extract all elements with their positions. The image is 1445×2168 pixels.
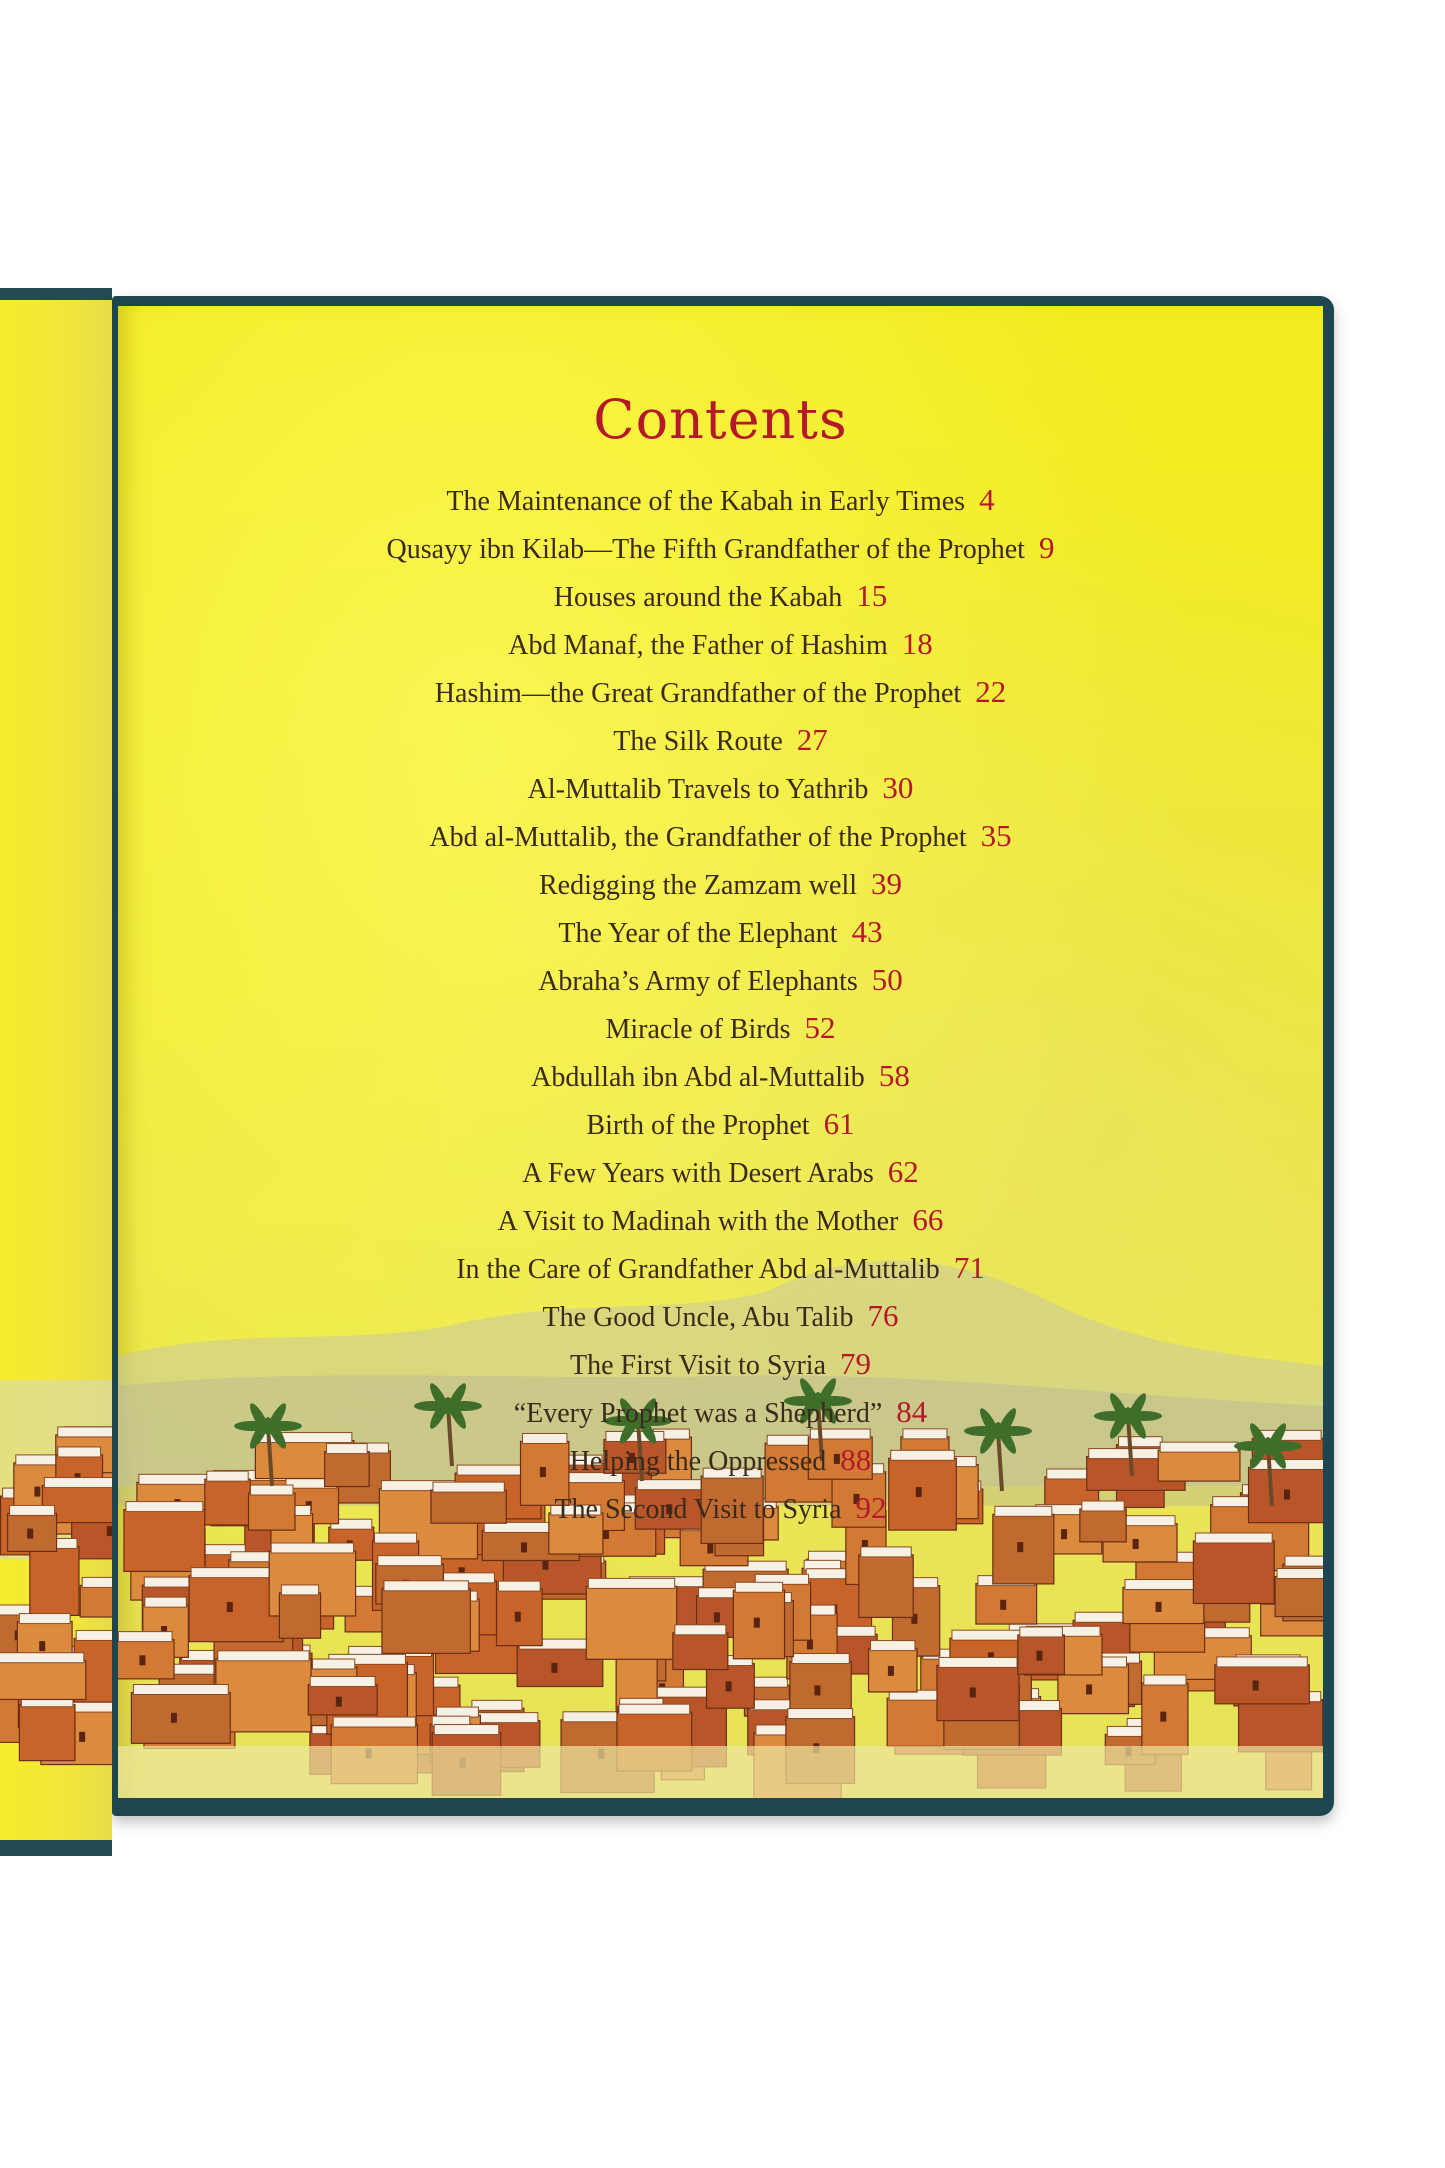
contents-title: Contents [593, 388, 848, 451]
house-roof [792, 1654, 849, 1664]
house-window [27, 1529, 33, 1539]
contents-entry [118, 620, 1323, 668]
house-shape [673, 1633, 728, 1670]
chapter-page-number: 27 [796, 722, 828, 757]
house-roof [434, 1725, 499, 1735]
chapter-title: The Silk Route [613, 726, 783, 757]
chapter-page-number: 88 [840, 1442, 872, 1477]
house-shape [586, 1586, 676, 1659]
chapter-page-number: 9 [1038, 530, 1055, 565]
house-window [1253, 1681, 1259, 1691]
house-roof [191, 1568, 281, 1578]
house-roof [378, 1556, 442, 1566]
house-roof [333, 1717, 415, 1727]
house-roof [0, 1653, 84, 1663]
house-shape [308, 1685, 377, 1715]
contents-entry [118, 524, 1323, 572]
chapter-title: Abraha’s Army of Elephants [538, 966, 858, 997]
chapter-page-number: 4 [979, 482, 995, 517]
chapter-page-number: 52 [804, 1010, 836, 1045]
house-shape [382, 1589, 470, 1654]
chapter-title: A Visit to Madinah with the Mother [497, 1206, 899, 1237]
chapter-page-number: 71 [953, 1250, 985, 1285]
house-shape [1275, 1576, 1323, 1616]
house-window [1017, 1542, 1023, 1552]
chapter-page-number: 22 [975, 674, 1007, 709]
chapter-page-number: 30 [882, 770, 914, 805]
house-shape [0, 1661, 86, 1700]
house-shape [118, 1640, 174, 1679]
chapter-page-number: 84 [896, 1394, 928, 1429]
chapter-page-number: 50 [871, 962, 903, 997]
contents-entry [118, 1148, 1323, 1196]
house-roof [1277, 1568, 1323, 1578]
house-roof [861, 1547, 911, 1557]
chapter-title: The First Visit to Syria [569, 1350, 827, 1381]
chapter-page-number: 92 [855, 1490, 887, 1525]
house-window [807, 1639, 813, 1649]
house-window [34, 1487, 40, 1497]
house-window [754, 1618, 760, 1628]
house-window [521, 1542, 527, 1552]
house-window [1160, 1712, 1166, 1722]
chapter-title: The Year of the Elephant [558, 918, 838, 949]
contents-entry [118, 1484, 1323, 1532]
left-page [0, 300, 112, 1840]
contents-entry [118, 956, 1323, 1004]
house-roof [76, 1630, 112, 1640]
house-roof [313, 1659, 355, 1669]
contents-entry [118, 908, 1323, 956]
contents-entry [118, 668, 1323, 716]
contents-list [118, 476, 1323, 1532]
contents-entry [118, 860, 1323, 908]
contents-entry [118, 1052, 1323, 1100]
house-roof [58, 1427, 112, 1437]
contents-entry [118, 1196, 1323, 1244]
house-roof [384, 1581, 468, 1591]
house-roof [1144, 1675, 1186, 1685]
house-roof [118, 1632, 172, 1642]
house-shape [19, 1705, 75, 1761]
house-window [107, 1526, 112, 1536]
contents-entry [118, 812, 1323, 860]
house-roof [675, 1625, 726, 1635]
contents-entry [118, 1244, 1323, 1292]
house-roof [1125, 1580, 1202, 1590]
house-roof [588, 1578, 674, 1588]
house-roof [82, 1577, 112, 1587]
chapter-title: Miracle of Birds [605, 1014, 791, 1045]
house-roof [310, 1677, 375, 1687]
house-window [79, 1732, 85, 1742]
house-window [1156, 1602, 1162, 1612]
chapter-page-number: 35 [980, 818, 1012, 853]
contents-page [118, 306, 1323, 1798]
house-window [814, 1685, 820, 1695]
chapter-page-number: 62 [887, 1154, 919, 1189]
house-shape [279, 1593, 320, 1638]
chapter-title: Helping the Oppressed [569, 1446, 827, 1477]
contents-entry [118, 764, 1323, 812]
house-roof [699, 1588, 738, 1598]
chapter-title: Abd al-Muttalib, the Grandfather of the Prophet [429, 822, 967, 853]
contents-entry [118, 1436, 1323, 1484]
left-page-illustration [0, 300, 112, 1840]
house-window [726, 1681, 732, 1691]
house-window [707, 1543, 713, 1553]
house-window [336, 1697, 342, 1707]
house-roof [218, 1651, 309, 1661]
house-roof [19, 1614, 70, 1624]
house-roof [619, 1704, 690, 1714]
chapter-title: “Every Prophet was a Shepherd” [513, 1398, 883, 1429]
chapter-title: Al-Muttalib Travels to Yathrib [527, 774, 869, 805]
house-roof [375, 1533, 417, 1543]
house-roof [281, 1585, 318, 1595]
house-roof [1217, 1657, 1307, 1667]
house-window [888, 1666, 894, 1676]
house-roof [1195, 1533, 1272, 1543]
house-shape [1239, 1700, 1323, 1752]
chapter-page-number: 76 [867, 1298, 899, 1333]
chapter-title: Hashim—the Great Grandfather of the Prophet [434, 678, 962, 709]
house-window [139, 1655, 145, 1665]
chapter-page-number: 39 [871, 866, 903, 901]
house-roof [1020, 1627, 1063, 1637]
house-roof [735, 1582, 782, 1592]
chapter-title: Abd Manaf, the Father of Hashim [508, 630, 888, 661]
house-window [551, 1663, 557, 1673]
house-roof [498, 1581, 540, 1591]
house-shape [859, 1555, 913, 1618]
chapter-page-number: 18 [901, 626, 933, 661]
house-roof [271, 1543, 353, 1553]
contents-entry [118, 1340, 1323, 1388]
house-roof [58, 1447, 101, 1457]
contents-entry [118, 1388, 1323, 1436]
chapter-title: The Second Visit to Syria [554, 1494, 842, 1525]
chapter-title: Abdullah ibn Abd al-Muttalib [531, 1062, 865, 1093]
chapter-page-number: 15 [856, 578, 888, 613]
house-shape [1193, 1541, 1274, 1604]
chapter-title: A Few Years with Desert Arabs [522, 1158, 874, 1189]
house-window [1000, 1600, 1006, 1610]
house-shape [30, 1546, 79, 1615]
house-shape [976, 1584, 1037, 1624]
house-window [1086, 1684, 1092, 1694]
chapter-page-number: 66 [912, 1202, 944, 1237]
chapter-title: The Good Uncle, Abu Talib [542, 1302, 854, 1333]
chapter-page-number: 43 [851, 914, 883, 949]
contents-entry [118, 572, 1323, 620]
contents-entry [118, 1100, 1323, 1148]
house-window [227, 1602, 233, 1612]
contents-entry [118, 1004, 1323, 1052]
chapter-title: Qusayy ibn Kilab—The Fifth Grandfather of the Prophet [386, 534, 1025, 565]
house-window [542, 1560, 548, 1570]
house-window [39, 1641, 45, 1651]
house-roof [472, 1700, 522, 1710]
house-shape [80, 1585, 112, 1617]
contents-entry [118, 1292, 1323, 1340]
contents-entry [118, 476, 1323, 524]
chapter-title: The Maintenance of the Kabah in Early Times [446, 486, 966, 517]
chapter-page-number: 58 [878, 1058, 910, 1093]
house-window [1133, 1539, 1139, 1549]
house-window [1036, 1651, 1042, 1661]
house-roof [437, 1707, 479, 1717]
house-roof [808, 1551, 849, 1561]
house-window [714, 1612, 720, 1622]
house-roof [939, 1657, 1017, 1667]
house-window [171, 1713, 177, 1723]
house-shape [937, 1665, 1019, 1720]
house-roof [871, 1641, 915, 1651]
chapter-page-number: 61 [823, 1106, 855, 1141]
chapter-title: Birth of the Prophet [586, 1110, 810, 1141]
house-roof [231, 1552, 274, 1562]
house-roof [788, 1709, 853, 1719]
house-shape [1123, 1588, 1204, 1624]
house-roof [10, 1505, 55, 1515]
chapter-page-number: 79 [840, 1346, 872, 1381]
house-roof [44, 1478, 112, 1488]
contents-entry [118, 716, 1323, 764]
chapter-title: Houses around the Kabah [553, 582, 843, 613]
house-roof [133, 1685, 228, 1695]
chapter-title: Redigging the Zamzam well [538, 870, 858, 901]
house-window [515, 1612, 521, 1622]
house-roof [145, 1597, 187, 1607]
house-shape [131, 1693, 230, 1744]
house-roof [1285, 1556, 1323, 1566]
chapter-title: In the Care of Grandfather Abd al-Muttalib [456, 1254, 940, 1285]
house-window [970, 1688, 976, 1698]
house-shape [1215, 1665, 1309, 1704]
